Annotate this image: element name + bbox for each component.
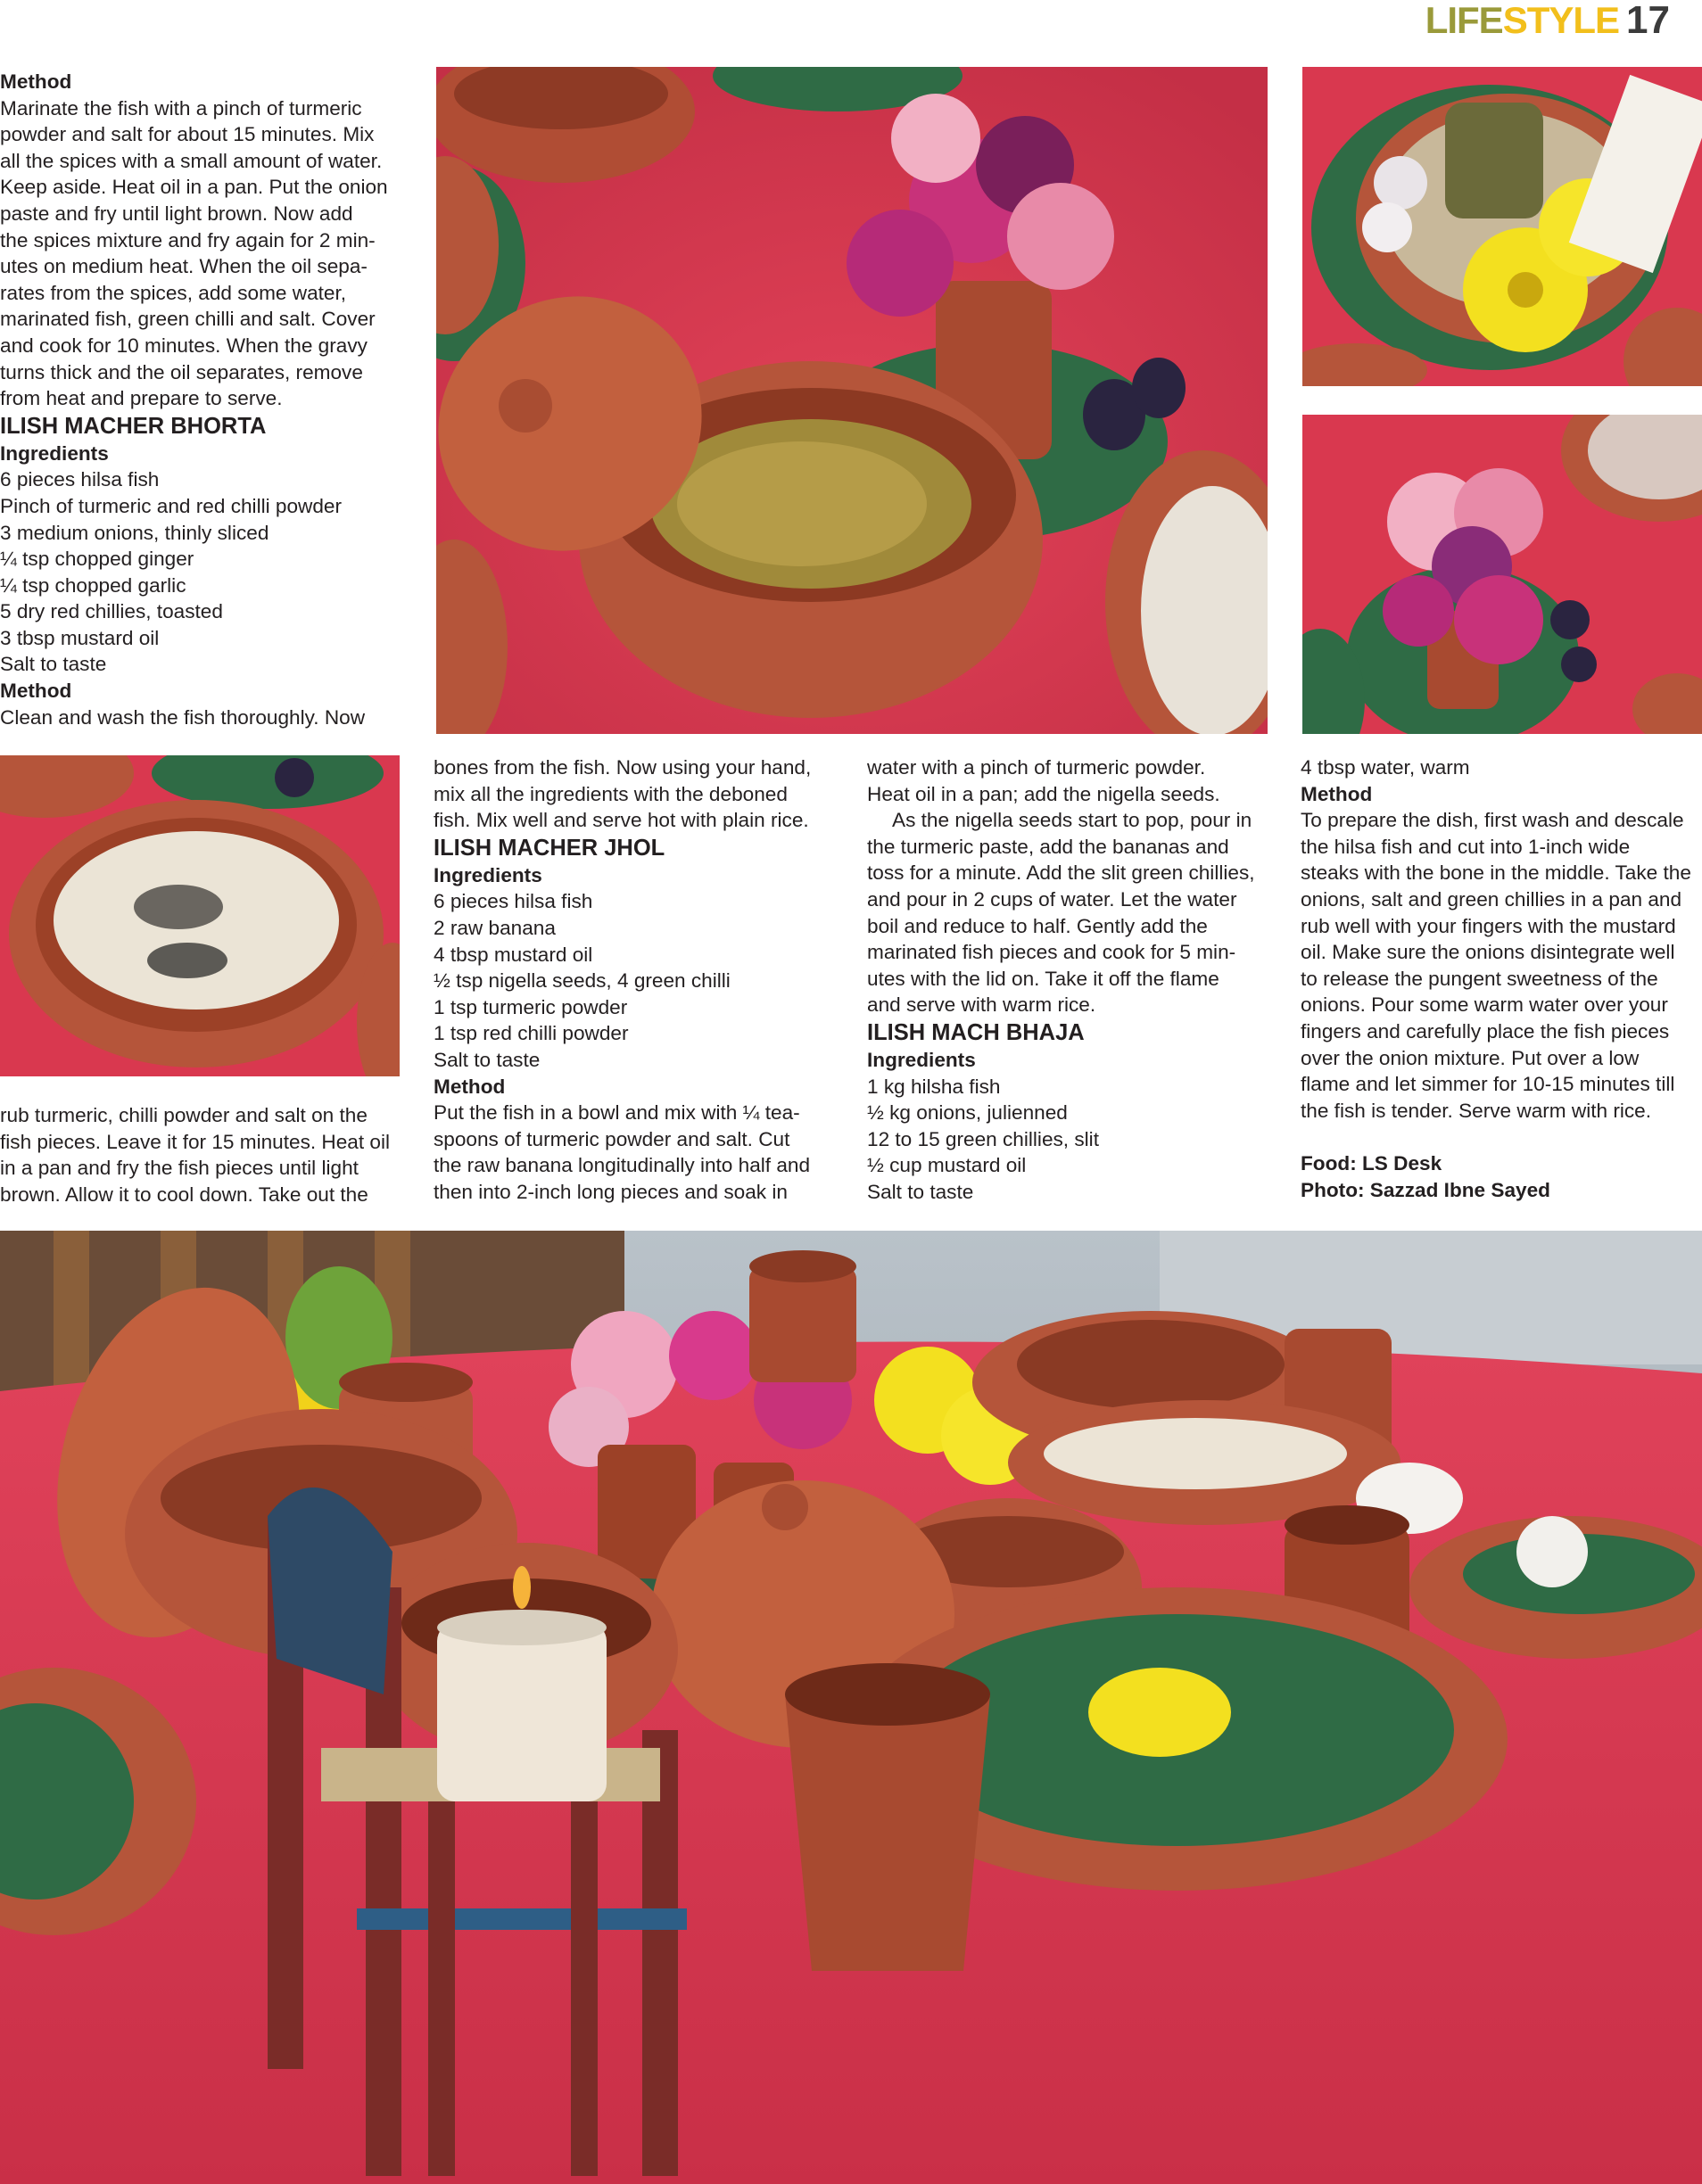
method-heading: Method	[0, 680, 72, 703]
method-heading: Method	[434, 1075, 506, 1098]
ingredient-item: ½ kg onions, julienned	[867, 1101, 1068, 1125]
column-1-bottom	[0, 1102, 419, 1207]
text-line: Put the fish in a bowl and mix with ¼ tea-	[434, 1101, 800, 1125]
text-line: in a pan and fry the fish pieces until light	[0, 1157, 359, 1180]
text-line: the fish is tender. Serve warm with rice.	[1301, 1099, 1652, 1122]
text-line: powder and salt for about 15 minutes. Mix	[0, 123, 375, 146]
text-line: and serve with warm rice.	[867, 993, 1096, 1017]
text-line: utes with the lid on. Take it off the flame	[867, 967, 1219, 990]
text-line: Marinate the fish with a pinch of turmeric	[0, 96, 362, 120]
section-logo	[1425, 0, 1619, 41]
photo-bhorta-pot	[436, 67, 1268, 734]
column-1-top	[0, 69, 419, 730]
text-line: from heat and prepare to serve.	[0, 387, 283, 410]
text-line: fish. Mix well and serve hot with plain rice.	[434, 809, 809, 832]
text-line: As the nigella seeds start to pop, pour in	[892, 809, 1252, 832]
text-line: Keep aside. Heat oil in a pan. Put the onion	[0, 176, 388, 199]
text-line: To prepare the dish, first wash and descale	[1301, 809, 1684, 832]
text-line: boil and reduce to half. Gently add the	[867, 914, 1208, 937]
photo-rice-bowl	[0, 755, 400, 1076]
ingredient-item: 1 kg hilsha fish	[867, 1075, 1001, 1098]
text-line: fish pieces. Leave it for 15 minutes. Heat oil	[0, 1130, 391, 1153]
ingredients-heading: Ingredients	[867, 1048, 976, 1071]
ingredient-item: ¼ tsp chopped garlic	[0, 573, 186, 597]
text-line: and pour in 2 cups of water. Let the water	[867, 887, 1237, 911]
credit-photo: Photo: Sazzad Ibne Sayed	[1301, 1178, 1550, 1201]
ingredient-item: ½ tsp nigella seeds, 4 green chilli	[434, 969, 731, 993]
photo-flower-vase-image	[1302, 415, 1702, 734]
ingredient-item: Salt to taste	[0, 653, 107, 676]
column-4	[1301, 754, 1702, 1203]
column-3	[867, 754, 1286, 1206]
ingredient-item: Pinch of turmeric and red chilli powder	[0, 494, 343, 517]
ingredient-item: 3 medium onions, thinly sliced	[0, 521, 269, 544]
text-line: the turmeric paste, add the bananas and	[867, 835, 1229, 858]
text-line: water with a pinch of turmeric powder.	[867, 756, 1206, 779]
text-line: rates from the spices, add some water,	[0, 281, 347, 304]
photo-bhorta-pot-image	[436, 67, 1268, 734]
text-line: utes on medium heat. When the oil sepa-	[0, 255, 368, 278]
recipe-title: ILISH MACHER BHORTA	[0, 413, 267, 439]
ingredient-item: 2 raw banana	[434, 916, 556, 939]
text-line: bones from the fish. Now using your hand,	[434, 756, 812, 779]
text-line: toss for a minute. Add the slit green chillies,	[867, 861, 1255, 885]
section-logo-life: LIFE	[1425, 0, 1503, 41]
ingredient-item: 1 tsp red chilli powder	[434, 1022, 629, 1045]
text-line: and cook for 10 minutes. When the gravy	[0, 334, 368, 357]
text-line: brown. Allow it to cool down. Take out the	[0, 1183, 368, 1206]
text-line: the spices mixture and fry again for 2 min-	[0, 228, 376, 251]
ingredient-item: 3 tbsp mustard oil	[0, 626, 160, 649]
text-line: onions, salt and green chillies in a pan and	[1301, 887, 1682, 911]
text-line: onions. Pour some warm water over your	[1301, 993, 1668, 1017]
method-heading: Method	[0, 70, 72, 93]
text-line: marinated fish, green chilli and salt. Cover	[0, 308, 376, 331]
text-line: to release the pungent sweetness of the	[1301, 967, 1658, 990]
text-line: spoons of turmeric powder and salt. Cut	[434, 1127, 790, 1150]
photo-rice-bowl-image	[0, 755, 400, 1076]
text-line: all the spices with a small amount of water.	[0, 149, 383, 172]
text-line: paste and fry until light brown. Now add	[0, 202, 353, 225]
ingredient-item: 12 to 15 green chillies, slit	[867, 1127, 1099, 1150]
ingredient-item: ¼ tsp chopped ginger	[0, 548, 194, 571]
text-line: mix all the ingredients with the deboned	[434, 782, 788, 805]
ingredients-heading: Ingredients	[434, 863, 542, 886]
ingredient-item: 6 pieces hilsa fish	[0, 468, 160, 491]
text-line: 4 tbsp water, warm	[1301, 756, 1470, 779]
page-header	[1425, 0, 1670, 41]
photo-flower-vase	[1302, 415, 1702, 734]
photo-table-setting	[0, 1231, 1702, 2184]
text-line: marinated fish pieces and cook for 5 min-	[867, 941, 1236, 964]
text-line: Clean and wash the fish thoroughly. Now	[0, 705, 366, 729]
text-line: over the onion mixture. Put over a low	[1301, 1046, 1640, 1069]
ingredient-item: 4 tbsp mustard oil	[434, 943, 593, 966]
recipe-title: ILISH MACHER JHOL	[434, 835, 665, 861]
text-line: rub well with your fingers with the mustard	[1301, 914, 1676, 937]
method-heading: Method	[1301, 782, 1373, 805]
text-line: Heat oil in a pan; add the nigella seeds.	[867, 782, 1220, 805]
text-line: fingers and carefully place the fish pieces	[1301, 1019, 1670, 1043]
ingredient-item: 6 pieces hilsa fish	[434, 890, 593, 913]
text-line: the raw banana longitudinally into half and	[434, 1154, 811, 1177]
text-line: flame and let simmer for 10-15 minutes till	[1301, 1073, 1675, 1096]
ingredient-item: 1 tsp turmeric powder	[434, 995, 628, 1018]
photo-table-setting-image	[0, 1231, 1702, 2184]
text-line: rub turmeric, chilli powder and salt on the	[0, 1104, 368, 1126]
column-2	[434, 754, 853, 1206]
text-line: steaks with the bone in the middle. Take the	[1301, 861, 1691, 885]
ingredient-item: 5 dry red chillies, toasted	[0, 600, 223, 623]
text-line: oil. Make sure the onions disintegrate well	[1301, 941, 1675, 964]
spacer	[1301, 1124, 1702, 1150]
ingredients-heading: Ingredients	[0, 441, 109, 465]
text-line: then into 2-inch long pieces and soak in	[434, 1180, 788, 1203]
ingredient-item: Salt to taste	[867, 1180, 974, 1203]
ingredient-item: ½ cup mustard oil	[867, 1154, 1027, 1177]
credit-food: Food: LS Desk	[1301, 1151, 1442, 1174]
section-logo-style: STYLE	[1502, 0, 1620, 41]
text-line: the hilsa fish and cut into 1-inch wide	[1301, 835, 1631, 858]
ingredient-item: Salt to taste	[434, 1048, 541, 1071]
page-number: 17	[1626, 0, 1670, 42]
photo-flower-bowl-image	[1302, 67, 1702, 386]
photo-flower-bowl	[1302, 67, 1702, 386]
recipe-title: ILISH MACH BHAJA	[867, 1019, 1085, 1045]
text-line: turns thick and the oil separates, remove	[0, 360, 363, 383]
